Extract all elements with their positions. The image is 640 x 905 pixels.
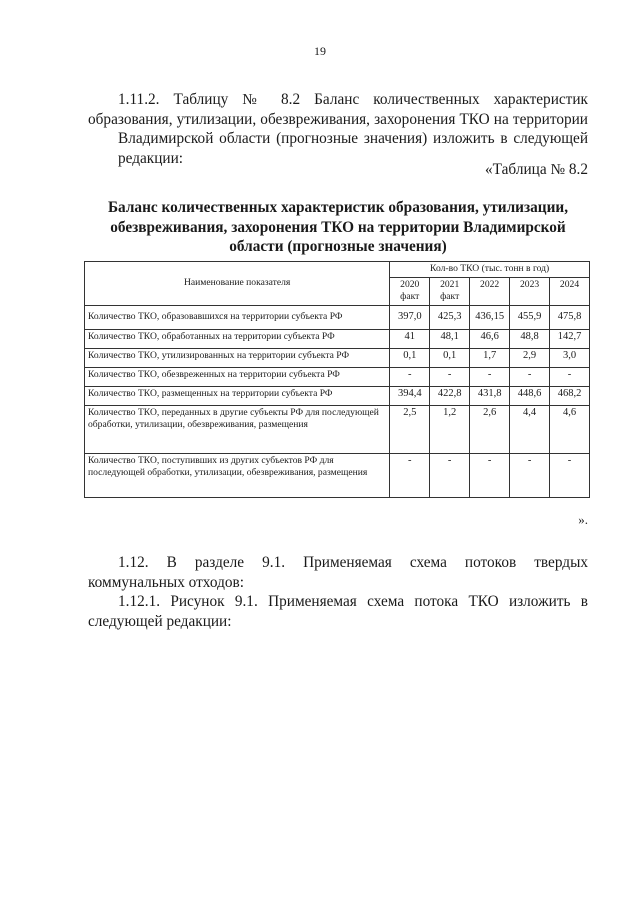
header-year-value: 2024 bbox=[559, 278, 580, 290]
row-value: - bbox=[550, 367, 590, 386]
table-row bbox=[85, 386, 590, 405]
row-value: 448,6 bbox=[510, 386, 550, 405]
row-value: - bbox=[470, 453, 510, 497]
row-label: Количество ТКО, образовавшихся на территории субъекта РФ bbox=[85, 305, 390, 329]
row-value: 455,9 bbox=[510, 305, 550, 329]
paragraph-line: Владимирской области (прогнозные значения) изложить в следующей bbox=[118, 130, 588, 147]
row-value: - bbox=[390, 453, 430, 497]
row-label: Количество ТКО, обработанных на территории субъекта РФ bbox=[85, 329, 390, 348]
row-value: - bbox=[510, 367, 550, 386]
header-count-column: Кол-во ТКО (тыс. тонн в год) bbox=[390, 262, 590, 278]
header-year-value: 2023 bbox=[519, 278, 540, 290]
row-value: - bbox=[510, 453, 550, 497]
header-year-note: факт bbox=[440, 291, 460, 302]
row-value: 2,5 bbox=[390, 405, 430, 453]
row-value: 2,9 bbox=[510, 348, 550, 367]
header-year bbox=[430, 277, 470, 305]
row-value: - bbox=[390, 367, 430, 386]
row-label: Количество ТКО, обезвреженных на территории субъекта РФ bbox=[85, 367, 390, 386]
table-row bbox=[85, 305, 590, 329]
row-label: Количество ТКО, поступивших из других субъектов РФ для последующей обработки, утилизации, обезвреживания, размещения bbox=[85, 453, 390, 497]
table-row bbox=[85, 329, 590, 348]
row-value: 436,15 bbox=[470, 305, 510, 329]
row-value: 0,1 bbox=[430, 348, 470, 367]
row-value: 4,4 bbox=[510, 405, 550, 453]
row-value: - bbox=[430, 367, 470, 386]
table-body bbox=[85, 305, 590, 497]
row-label: Количество ТКО, утилизированных на территории субъекта РФ bbox=[85, 348, 390, 367]
header-year-value: 2021 bbox=[440, 278, 460, 290]
header-year-value: 2020 bbox=[400, 278, 420, 290]
row-value: 48,1 bbox=[430, 329, 470, 348]
row-value: 422,8 bbox=[430, 386, 470, 405]
paragraph-1-11-2 bbox=[88, 90, 588, 168]
header-year-value: 2022 bbox=[480, 278, 500, 290]
row-value: 0,1 bbox=[390, 348, 430, 367]
paragraph-1-12: 1.12. В разделе 9.1. Применяемая схема потоков твердых коммунальных отходов: bbox=[88, 554, 588, 591]
row-value: - bbox=[550, 453, 590, 497]
row-value: 48,8 bbox=[510, 329, 550, 348]
balance-table bbox=[84, 261, 590, 498]
row-value: 397,0 bbox=[390, 305, 430, 329]
table-row bbox=[85, 405, 590, 453]
row-value: 475,8 bbox=[550, 305, 590, 329]
paragraph-line: редакции: bbox=[118, 149, 184, 167]
row-value: 1,7 bbox=[470, 348, 510, 367]
row-value: 394,4 bbox=[390, 386, 430, 405]
row-value: 425,3 bbox=[430, 305, 470, 329]
row-value: 431,8 bbox=[470, 386, 510, 405]
row-value: 3,0 bbox=[550, 348, 590, 367]
paragraph-line: 1.11.2. Таблицу № 8.2 Баланс количественных характеристик bbox=[118, 91, 588, 108]
header-year-note: факт bbox=[400, 291, 420, 302]
row-value: 46,6 bbox=[470, 329, 510, 348]
header-year bbox=[390, 277, 430, 305]
row-value: 142,7 bbox=[550, 329, 590, 348]
table-header-row bbox=[85, 262, 590, 278]
row-value: 468,2 bbox=[550, 386, 590, 405]
table-reference: «Таблица № 8.2 bbox=[485, 161, 588, 178]
header-year bbox=[510, 277, 550, 305]
row-value: - bbox=[430, 453, 470, 497]
table-row bbox=[85, 367, 590, 386]
closing-quote: ». bbox=[578, 512, 588, 527]
row-value: 41 bbox=[390, 329, 430, 348]
paragraph-line: образования, утилизации, обезвреживания, захоронения ТКО на территории bbox=[88, 110, 588, 128]
row-value: - bbox=[470, 367, 510, 386]
table-row bbox=[85, 348, 590, 367]
table-title: Баланс количественных характеристик образования, утилизации, обезвреживания, захоронения ТКО на территории Владимирской области (прогнозные значения) bbox=[107, 199, 569, 255]
paragraph-1-12-1: 1.12.1. Рисунок 9.1. Применяемая схема потока ТКО изложить в следующей редакции: bbox=[88, 593, 588, 630]
table-row bbox=[85, 453, 590, 497]
row-value: 4,6 bbox=[550, 405, 590, 453]
row-value: 1,2 bbox=[430, 405, 470, 453]
header-name-column: Наименование показателя bbox=[85, 262, 390, 306]
row-value: 2,6 bbox=[470, 405, 510, 453]
row-label: Количество ТКО, переданных в другие субъекты РФ для последующей обработки, утилизации, обезвреживания, размещения bbox=[85, 405, 390, 453]
header-year bbox=[470, 277, 510, 305]
page-number: 19 bbox=[314, 44, 326, 58]
header-year bbox=[550, 277, 590, 305]
row-label: Количество ТКО, размещенных на территории субъекта РФ bbox=[85, 386, 390, 405]
